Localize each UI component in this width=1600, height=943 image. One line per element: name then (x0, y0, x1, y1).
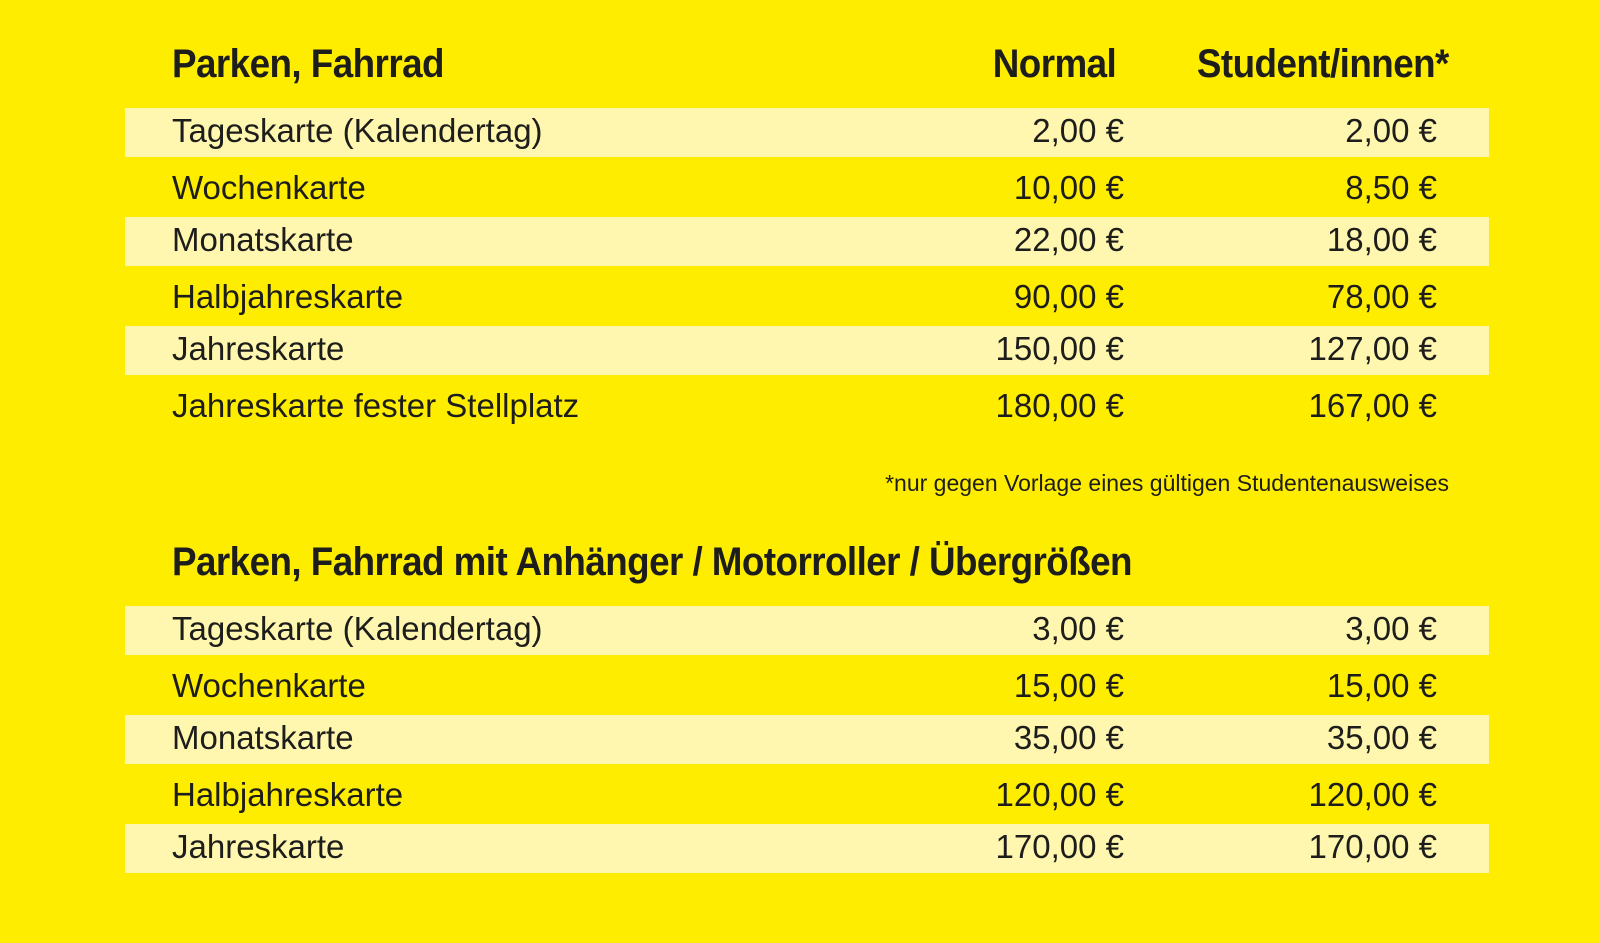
table-row (125, 715, 1489, 764)
table-header (0, 40, 1600, 108)
section-title: Parken, Fahrrad (172, 42, 444, 86)
table-row (125, 655, 1489, 715)
price-normal: 3,00 € (1032, 610, 1124, 647)
price-student: 8,50 € (1345, 169, 1437, 206)
column-header-normal: Normal (992, 42, 1116, 86)
table-row (125, 266, 1489, 326)
table-row (125, 326, 1489, 375)
price-normal: 170,00 € (995, 828, 1124, 865)
price-normal: 10,00 € (1013, 169, 1124, 206)
ticket-label: Jahreskarte (172, 828, 345, 865)
ticket-label: Monatskarte (172, 221, 354, 258)
price-student: 78,00 € (1326, 278, 1437, 315)
price-normal: 90,00 € (1013, 278, 1124, 315)
price-normal: 2,00 € (1032, 112, 1124, 149)
price-student: 2,00 € (1345, 112, 1437, 149)
ticket-label: Halbjahreskarte (172, 278, 404, 315)
ticket-label: Tageskarte (Kalendertag) (172, 610, 543, 647)
price-student: 170,00 € (1308, 828, 1437, 865)
price-normal: 22,00 € (1013, 221, 1124, 258)
ticket-label: Monatskarte (172, 719, 354, 756)
ticket-label: Jahreskarte fester Stellplatz (172, 387, 580, 424)
table-row (125, 824, 1489, 873)
price-student: 127,00 € (1308, 330, 1437, 367)
ticket-label: Wochenkarte (172, 169, 366, 206)
table-header (0, 538, 1600, 606)
price-student: 167,00 € (1308, 387, 1437, 424)
price-student: 35,00 € (1326, 719, 1437, 756)
student-footnote: *nur gegen Vorlage eines gültigen Studentenausweises (885, 470, 1449, 496)
table-row (125, 157, 1489, 217)
column-header-student: Student/innen* (1197, 42, 1449, 86)
section-title: Parken, Fahrrad mit Anhänger / Motorroller / Übergrößen (172, 540, 1132, 584)
table-row (125, 764, 1489, 824)
price-normal: 15,00 € (1013, 667, 1124, 704)
price-student: 120,00 € (1308, 776, 1437, 813)
table-row (125, 606, 1489, 655)
price-student: 15,00 € (1326, 667, 1437, 704)
price-normal: 180,00 € (995, 387, 1124, 424)
ticket-label: Jahreskarte (172, 330, 345, 367)
price-student: 18,00 € (1326, 221, 1437, 258)
price-rows (0, 108, 1600, 435)
ticket-label: Halbjahreskarte (172, 776, 404, 813)
price-normal: 150,00 € (995, 330, 1124, 367)
table-row (125, 375, 1489, 435)
price-rows (0, 606, 1600, 873)
price-normal: 120,00 € (995, 776, 1124, 813)
ticket-label: Tageskarte (Kalendertag) (172, 112, 543, 149)
price-student: 3,00 € (1345, 610, 1437, 647)
price-table-bicycle (0, 40, 1600, 435)
ticket-label: Wochenkarte (172, 667, 366, 704)
table-row (125, 108, 1489, 157)
price-normal: 35,00 € (1013, 719, 1124, 756)
price-table-trailer-scooter (0, 538, 1600, 873)
table-row (125, 217, 1489, 266)
